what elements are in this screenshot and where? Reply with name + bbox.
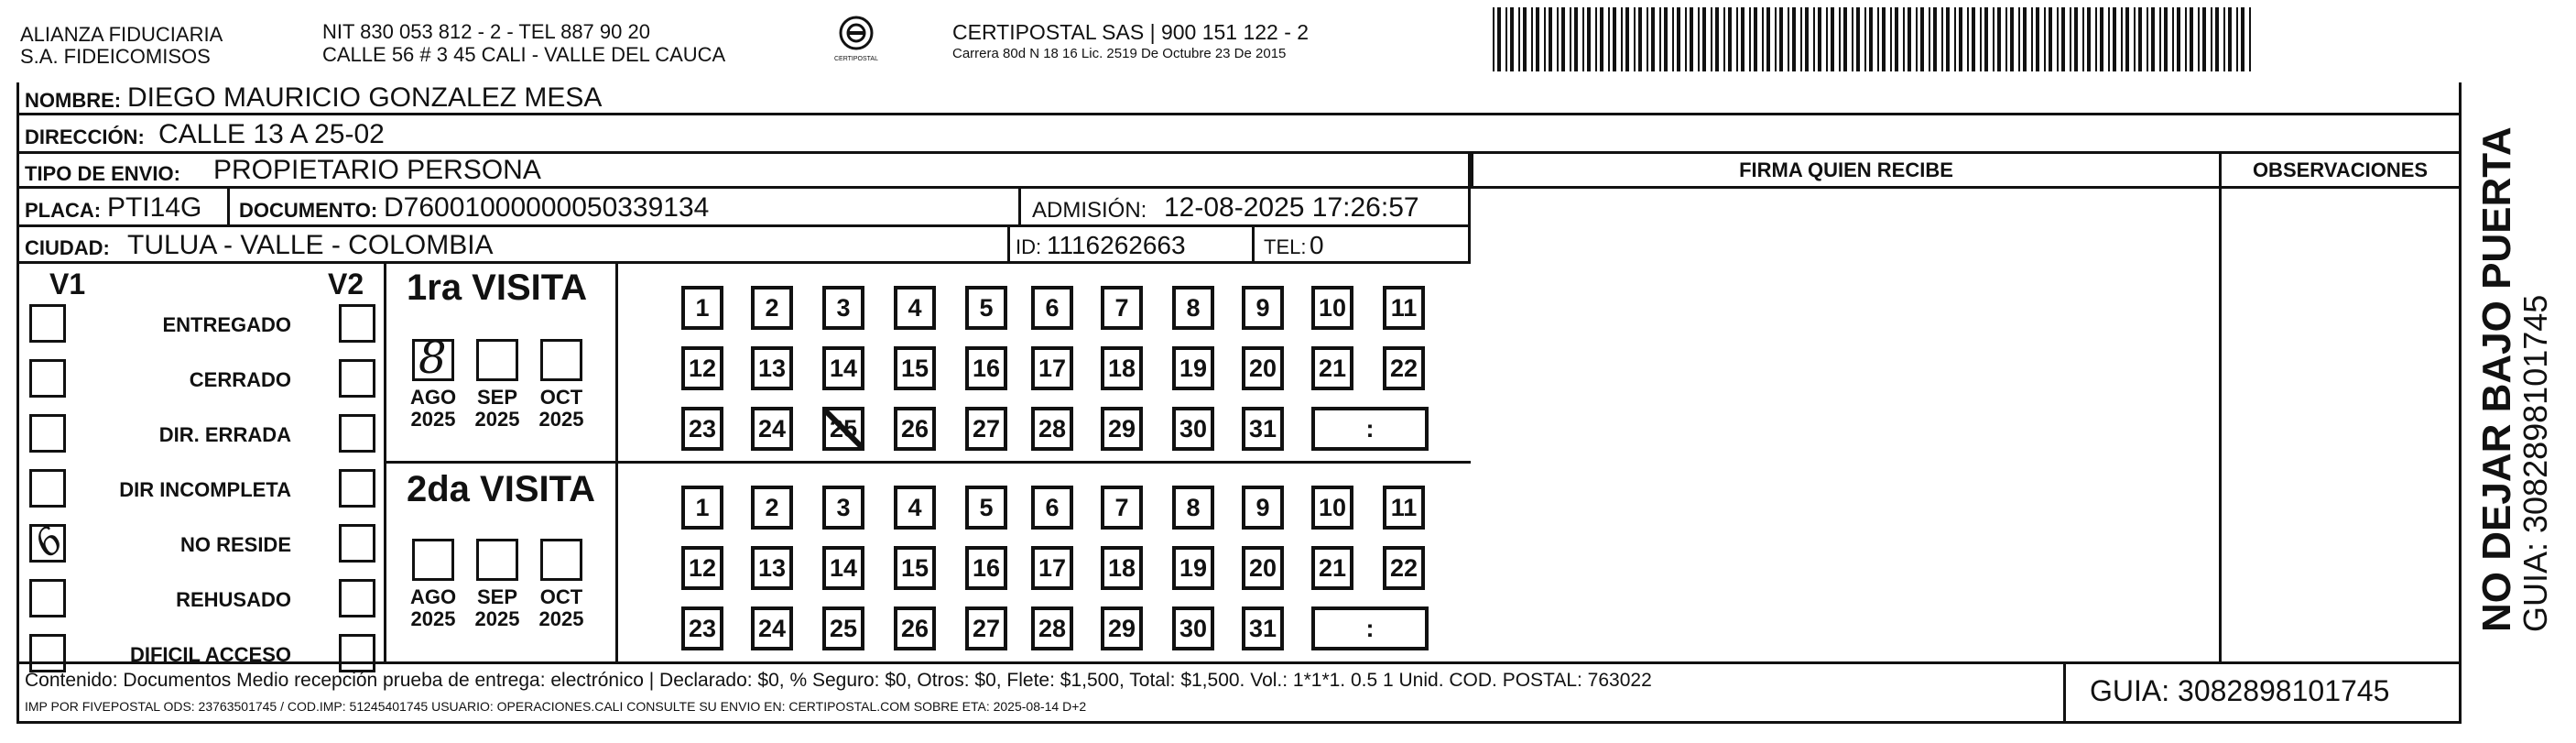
side-note-rotated	[2476, 110, 2553, 632]
footer-guia: GUIA: 3082898101745	[2090, 674, 2390, 707]
barcode-bar	[1677, 7, 1680, 71]
barcode-bar	[1561, 7, 1565, 71]
observaciones-area	[2222, 189, 2462, 661]
side-guia-text: GUIA: 3082898101745	[2516, 294, 2554, 632]
barcode-bar	[2228, 7, 2232, 71]
barcode-bar	[1608, 7, 1610, 71]
month-year: 2025	[474, 607, 520, 630]
observaciones-header-text: OBSERVACIONES	[2252, 158, 2429, 181]
status-label: DIR. ERRADA	[158, 423, 291, 446]
month-year: 2025	[538, 408, 584, 431]
observaciones-header	[2222, 154, 2462, 189]
barcode-bar	[1766, 7, 1770, 71]
barcode-bar	[1882, 7, 1886, 71]
admision-value: 12-08-2025 17:26:57	[1164, 192, 1419, 223]
barcode-bar	[2018, 7, 2020, 71]
barcode-bar	[1536, 7, 1539, 71]
day-checkbox[interactable]: 1	[681, 486, 723, 530]
barcode-bar	[1698, 7, 1700, 71]
barcode-bar	[2138, 7, 2142, 71]
barcode-bar	[1869, 7, 1873, 71]
barcode-bar	[2121, 7, 2123, 71]
carrier-line-2: Carrera 80d N 18 16 Lic. 2519 De Octubre 23 De 2015	[952, 46, 1287, 61]
barcode-bar	[2031, 7, 2033, 71]
barcode-bar	[1843, 7, 1847, 71]
id-cell	[1007, 227, 1255, 264]
barcode-bar	[2036, 7, 2039, 71]
side-note	[2463, 110, 2564, 660]
v1-checkbox[interactable]	[29, 359, 66, 398]
nombre-label: NOMBRE:	[25, 89, 122, 112]
barcode-bar	[2159, 7, 2161, 71]
barcode-bar	[1788, 7, 1789, 71]
v1-checkbox[interactable]	[29, 304, 66, 343]
barcode-bar	[1493, 7, 1495, 71]
barcode-bar	[1518, 7, 1520, 71]
day-checkbox[interactable]: 7	[1101, 286, 1143, 330]
barcode-bar	[2082, 7, 2084, 71]
day-checkbox[interactable]: 29	[1101, 606, 1143, 650]
barcode-bar	[1531, 7, 1533, 71]
barcode-bar	[1749, 7, 1751, 71]
status-label: REHUSADO	[176, 588, 291, 611]
barcode-bar	[1549, 7, 1552, 71]
barcode-bar	[1903, 7, 1905, 71]
month-checkbox[interactable]	[540, 339, 582, 381]
day-checkbox[interactable]: 10	[1311, 286, 1353, 330]
month-checkbox[interactable]	[476, 539, 518, 581]
barcode-bar	[2049, 7, 2052, 71]
barcode-bar	[2005, 7, 2007, 71]
month-name: AGO	[409, 386, 457, 409]
month-year: 2025	[410, 607, 456, 630]
barcode-bar	[2113, 7, 2116, 71]
barcode-bar	[2070, 7, 2071, 71]
certipostal-logo	[829, 15, 884, 70]
barcode-bar	[1741, 7, 1745, 71]
barcode-bar	[1600, 7, 1603, 71]
month-label	[406, 387, 461, 431]
tel-cell	[1255, 227, 1471, 264]
month-name: AGO	[409, 585, 457, 608]
barcode-bar	[1890, 7, 1892, 71]
day-checkbox[interactable]: 26	[894, 606, 936, 650]
day-checkbox[interactable]: 31	[1242, 606, 1284, 650]
time-box[interactable]: :	[1311, 407, 1429, 451]
v1-handwritten-mark: 6	[27, 519, 72, 566]
status-label: ENTREGADO	[162, 313, 291, 336]
barcode-bar	[1831, 7, 1834, 71]
day-checkbox[interactable]: 17	[1031, 346, 1073, 390]
day-checkbox[interactable]: 19	[1172, 346, 1214, 390]
carrier-line-1: CERTIPOSTAL SAS | 900 151 122 - 2	[952, 20, 1310, 44]
day-checkbox[interactable]: 12	[681, 546, 723, 590]
barcode-bar	[1805, 7, 1809, 71]
documento-value: D76001000000050339134	[384, 192, 710, 223]
logo-text: CERTIPOSTAL	[834, 56, 878, 62]
day-checkbox[interactable]: 11	[1383, 486, 1425, 530]
barcode-bar	[2061, 7, 2065, 71]
day-checkbox[interactable]: 3	[822, 486, 864, 530]
day-checkbox[interactable]: 23	[681, 407, 723, 451]
barcode-bar	[2010, 7, 2014, 71]
barcode-bar	[2198, 7, 2200, 71]
barcode-bar	[1690, 7, 1693, 71]
id-label: ID:	[1016, 235, 1042, 258]
v2-checkbox[interactable]	[339, 469, 375, 508]
barcode-bar	[2164, 7, 2168, 71]
day-checkbox[interactable]: 5	[965, 286, 1007, 330]
barcode-bar	[1762, 7, 1764, 71]
barcode-bar	[1826, 7, 1828, 71]
id-value: 1116262663	[1047, 231, 1186, 259]
barcode-bar	[2134, 7, 2136, 71]
day-checkbox[interactable]: 20	[1242, 546, 1284, 590]
nit-line: NIT 830 053 812 - 2 - TEL 887 90 20	[322, 20, 650, 43]
barcode-bar	[1839, 7, 1841, 71]
barcode-bar	[2236, 7, 2238, 71]
day-checkbox[interactable]: 24	[751, 606, 793, 650]
barcode-bar	[2147, 7, 2148, 71]
barcode-bar	[1933, 7, 1937, 71]
barcode-bar	[1715, 7, 1719, 71]
barcode-bar	[2202, 7, 2206, 71]
barcode-bar	[1659, 7, 1661, 71]
month-label	[534, 586, 589, 630]
barcode	[1493, 7, 2262, 71]
barcode-bar	[1852, 7, 1853, 71]
barcode-bar	[1929, 7, 1930, 71]
barcode-bar	[1634, 7, 1636, 71]
tel-value: 0	[1310, 231, 1324, 259]
company-contact	[322, 20, 725, 66]
visit-2-title: 2da VISITA	[407, 469, 595, 509]
barcode-bar	[1818, 7, 1821, 71]
barcode-bar	[2190, 7, 2193, 71]
barcode-bar	[2057, 7, 2059, 71]
firma-area	[1471, 189, 2222, 661]
month-label	[470, 586, 525, 630]
barcode-bar	[1685, 7, 1687, 71]
day-checkbox[interactable]: 8	[1172, 286, 1214, 330]
tipo-envio-value: PROPIETARIO PERSONA	[213, 155, 541, 185]
barcode-bar	[1664, 7, 1668, 71]
barcode-bar	[1779, 7, 1783, 71]
barcode-bar	[2249, 7, 2251, 71]
month-handwritten-mark: 8	[418, 333, 447, 384]
day-checkbox[interactable]: 6	[1031, 286, 1073, 330]
barcode-bar	[2223, 7, 2225, 71]
day-checkbox[interactable]: 5	[965, 486, 1007, 530]
day-checkbox[interactable]: 18	[1101, 546, 1143, 590]
barcode-bar	[1856, 7, 1860, 71]
barcode-bar	[1736, 7, 1738, 71]
barcode-bar	[1728, 7, 1732, 71]
company-line-2: S.A. FIDEICOMISOS	[20, 45, 211, 68]
day-checkbox[interactable]: 8	[1172, 486, 1214, 530]
barcode-bar	[2211, 7, 2212, 71]
barcode-bar	[1941, 7, 1943, 71]
day-checkbox[interactable]: 21	[1311, 546, 1353, 590]
ciudad-label: CIUDAD:	[25, 236, 110, 259]
month-year: 2025	[410, 408, 456, 431]
status-label: DIR INCOMPLETA	[119, 478, 291, 501]
admision-cell	[1021, 189, 1471, 227]
v2-checkbox[interactable]	[339, 414, 375, 453]
barcode-bar	[1864, 7, 1866, 71]
barcode-bar	[1711, 7, 1712, 71]
v1-checkbox[interactable]	[29, 414, 66, 453]
barcode-bar	[2087, 7, 2091, 71]
barcode-bar	[2100, 7, 2103, 71]
month-name: SEP	[476, 585, 518, 608]
day-checkbox[interactable]: 12	[681, 346, 723, 390]
time-box[interactable]: :	[1311, 606, 1429, 650]
day-checkbox[interactable]: 27	[965, 407, 1007, 451]
barcode-bar	[1557, 7, 1559, 71]
day-checkbox[interactable]: 22	[1383, 346, 1425, 390]
barcode-bar	[1672, 7, 1674, 71]
barcode-bar	[1972, 7, 1975, 71]
barcode-bar	[1895, 7, 1898, 71]
barcode-bar	[1993, 7, 1994, 71]
barcode-bar	[1505, 7, 1507, 71]
month-name: OCT	[539, 585, 583, 608]
status-label: CERRADO	[189, 368, 291, 391]
day-checkbox[interactable]: 25	[822, 407, 864, 451]
barcode-bar	[1984, 7, 1988, 71]
carrier-info	[952, 20, 1309, 64]
day-checkbox[interactable]: 13	[751, 546, 793, 590]
firma-header	[1471, 154, 2222, 189]
barcode-bar	[1908, 7, 1911, 71]
v1-label: V1	[49, 268, 86, 300]
barcode-bar	[1916, 7, 1918, 71]
day-checkbox[interactable]: 2	[751, 286, 793, 330]
barcode-bar	[1997, 7, 2001, 71]
day-checkbox[interactable]: 29	[1101, 407, 1143, 451]
direccion-label: DIRECCIÓN:	[25, 126, 145, 148]
barcode-bar	[2215, 7, 2219, 71]
barcode-bar	[1570, 7, 1571, 71]
day-checkbox[interactable]: 26	[894, 407, 936, 451]
day-checkbox[interactable]: 27	[965, 606, 1007, 650]
direccion-value: CALLE 13 A 25-02	[158, 119, 385, 149]
day-checkbox[interactable]: 7	[1101, 486, 1143, 530]
nombre-value: DIEGO MAURICIO GONZALEZ MESA	[127, 82, 603, 113]
month-label	[470, 387, 525, 431]
barcode-bar	[2074, 7, 2078, 71]
day-checkbox[interactable]: 14	[822, 346, 864, 390]
company-name	[20, 24, 223, 68]
barcode-bar	[1523, 7, 1527, 71]
day-checkbox[interactable]: 6	[1031, 486, 1073, 530]
barcode-bar	[1920, 7, 1924, 71]
barcode-bar	[2125, 7, 2129, 71]
placa-value: PTI14G	[107, 192, 202, 223]
barcode-bar	[1775, 7, 1777, 71]
day-checkbox[interactable]: 15	[894, 346, 936, 390]
day-checkbox[interactable]: 24	[751, 407, 793, 451]
barcode-bar	[1723, 7, 1725, 71]
v2-checkbox[interactable]	[339, 524, 375, 563]
day-checkbox[interactable]: 10	[1311, 486, 1353, 530]
day-checkbox[interactable]: 9	[1242, 286, 1284, 330]
barcode-bar	[1651, 7, 1655, 71]
month-name: SEP	[476, 386, 518, 409]
barcode-bar	[1497, 7, 1501, 71]
barcode-bar	[1544, 7, 1546, 71]
barcode-bar	[2044, 7, 2046, 71]
day-checkbox[interactable]: 25	[822, 606, 864, 650]
day-checkbox[interactable]: 3	[822, 286, 864, 330]
barcode-bar	[1625, 7, 1629, 71]
firma-header-text: FIRMA QUIEN RECIBE	[1739, 158, 1953, 181]
day-checkbox[interactable]: 30	[1172, 606, 1214, 650]
month-year: 2025	[474, 408, 520, 431]
barcode-bar	[1595, 7, 1597, 71]
barcode-bar	[1582, 7, 1584, 71]
month-checkbox[interactable]	[412, 333, 454, 384]
day-checkbox[interactable]: 28	[1031, 606, 1073, 650]
v1-checkbox[interactable]	[29, 579, 66, 617]
status-panel	[16, 264, 386, 666]
day-checkbox[interactable]: 21	[1311, 346, 1353, 390]
barcode-bar	[1638, 7, 1642, 71]
footer	[16, 661, 2462, 724]
barcode-bar	[2095, 7, 2097, 71]
day-checkbox[interactable]: 19	[1172, 546, 1214, 590]
barcode-bar	[1877, 7, 1879, 71]
day-checkbox[interactable]: 2	[751, 486, 793, 530]
day-checkbox[interactable]: 18	[1101, 346, 1143, 390]
v2-label: V2	[328, 268, 364, 300]
month-checkbox[interactable]	[540, 539, 582, 581]
month-checkbox[interactable]	[412, 539, 454, 581]
month-year: 2025	[538, 607, 584, 630]
tipo-envio-row	[16, 154, 1471, 189]
day-checkbox[interactable]: 13	[751, 346, 793, 390]
footer-line-1: Contenido: Documentos Medio recepción prueba de entrega: electrónico | Declarado: $0, % Seguro: $0, Otros: $0, Flete: $1,500, Total: $1,500. Vol.: 1*1*1. 0.5 1 Unid. COD. POSTAL: 763022	[25, 670, 1652, 691]
day-checkbox[interactable]: 9	[1242, 486, 1284, 530]
day-checkbox[interactable]: 11	[1383, 286, 1425, 330]
day-checkbox[interactable]: 22	[1383, 546, 1425, 590]
day-checkbox[interactable]: 17	[1031, 546, 1073, 590]
company-line-1: ALIANZA FIDUCIARIA	[20, 23, 223, 46]
barcode-bar	[1702, 7, 1706, 71]
day-checkbox[interactable]: 14	[822, 546, 864, 590]
month-label	[534, 387, 589, 431]
status-label: NO RESIDE	[179, 533, 291, 556]
barcode-bar	[2108, 7, 2110, 71]
v1-checkbox[interactable]	[29, 469, 66, 508]
v1-checkbox[interactable]	[27, 519, 72, 566]
day-checkbox[interactable]: 1	[681, 286, 723, 330]
admision-label: ADMISIÓN:	[1032, 198, 1147, 223]
barcode-bar	[2151, 7, 2155, 71]
barcode-bar	[2023, 7, 2027, 71]
barcode-bar	[2241, 7, 2244, 71]
day-checkbox[interactable]: 16	[965, 346, 1007, 390]
ciudad-value: TULUA - VALLE - COLOMBIA	[127, 230, 494, 260]
placa-label: PLACA:	[25, 199, 102, 222]
day-checkbox[interactable]: 28	[1031, 407, 1073, 451]
barcode-bar	[1621, 7, 1623, 71]
barcode-bar	[1613, 7, 1616, 71]
v2-checkbox[interactable]	[339, 359, 375, 398]
day-checkbox[interactable]: 20	[1242, 346, 1284, 390]
day-checkbox[interactable]: 4	[894, 486, 936, 530]
barcode-bar	[1754, 7, 1757, 71]
nombre-row	[16, 82, 2462, 115]
direccion-row	[16, 115, 2462, 154]
tipo-envio-label: TIPO DE ENVIO:	[25, 162, 180, 185]
barcode-bar	[1946, 7, 1950, 71]
footer-guia-box	[2063, 661, 2462, 724]
barcode-bar	[1959, 7, 1962, 71]
no-dejar-text: NO DEJAR BAJO PUERTA	[2474, 126, 2519, 632]
header	[0, 0, 2576, 82]
visit-1-title: 1ra VISITA	[407, 268, 588, 308]
month-label	[406, 586, 461, 630]
barcode-bar	[1647, 7, 1648, 71]
barcode-bar	[1587, 7, 1591, 71]
barcode-bar	[1792, 7, 1796, 71]
barcode-bar	[2172, 7, 2174, 71]
day-checkbox[interactable]: 30	[1172, 407, 1214, 451]
day-checkbox[interactable]: 16	[965, 546, 1007, 590]
barcode-bar	[1574, 7, 1578, 71]
barcode-bar	[1967, 7, 1969, 71]
day-checkbox[interactable]: 15	[894, 546, 936, 590]
day-checkbox[interactable]: 23	[681, 606, 723, 650]
barcode-bar	[2177, 7, 2180, 71]
month-checkbox[interactable]	[476, 339, 518, 381]
tel-label: TEL:	[1264, 235, 1307, 258]
certipostal-logo-icon	[838, 15, 875, 51]
v2-checkbox[interactable]	[339, 579, 375, 617]
day-checkbox[interactable]: 31	[1242, 407, 1284, 451]
address-line: CALLE 56 # 3 45 CALI - VALLE DEL CAUCA	[322, 43, 726, 66]
status-label: DIFICIL ACCESO	[129, 643, 291, 666]
v2-checkbox[interactable]	[339, 304, 375, 343]
day-checkbox[interactable]: 4	[894, 286, 936, 330]
barcode-bar	[1800, 7, 1802, 71]
footer-line-2: IMP POR FIVEPOSTAL ODS: 23763501745 / COD.IMP: 51245401745 USUARIO: OPERACIONES.CALI CONSULTE SU ENVIO EN: CERTIPOSTAL.COM SOBRE ETA: 2025-08-14 D+2	[25, 699, 1087, 714]
documento-cell	[227, 189, 1021, 227]
barcode-bar	[2185, 7, 2187, 71]
barcode-bar	[1510, 7, 1514, 71]
month-name: OCT	[539, 386, 583, 409]
barcode-bar	[1954, 7, 1956, 71]
barcode-bar	[1980, 7, 1982, 71]
documento-label: DOCUMENTO:	[239, 199, 378, 222]
barcode-bar	[1813, 7, 1815, 71]
